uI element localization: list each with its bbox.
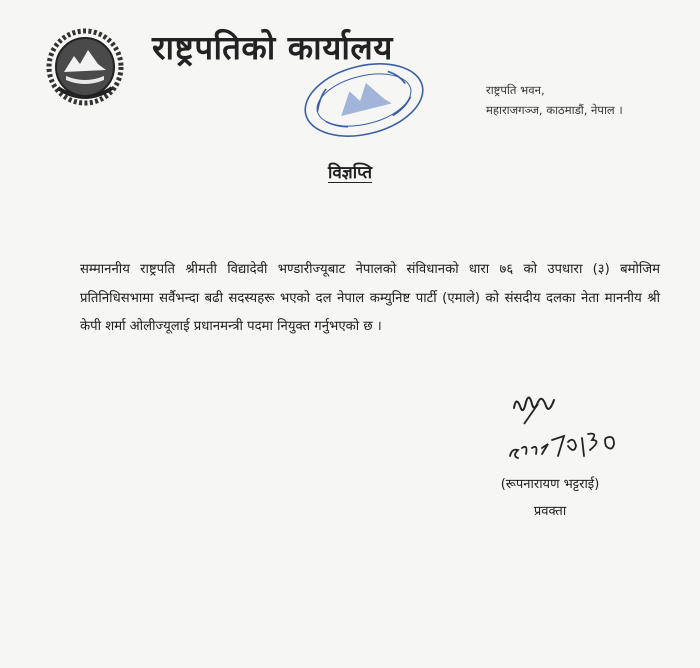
office-title: राष्ट्रपतिको कार्यालय [152,28,393,67]
address-line-2: महाराजगञ्ज, काठमाडौं, नेपाल । [486,103,623,117]
office-address [486,80,623,120]
notice-heading-text: विज्ञप्ति [327,163,373,183]
notice-body: सम्माननीय राष्ट्रपति श्रीमती विद्यादेवी भण्डारीज्यूबाट नेपालको संविधानको धारा ७६ को उपधारा (३) बमोजिम प्रतिनिधिसभामा सर्वैभन्दा बढी सदस्यहरू भएको दल नेपाल कम्युनिष्ट पार्टी (एमाले) को संसदीय दलका नेता माननीय श्री केपी शर्मा ओलीज्यूलाई प्रधानमन्त्री पदमा नियुक्त गर्नुभएको छ । [80,262,660,334]
address-line-1: राष्ट्रपति भवन, [486,83,545,97]
spokesperson-title: प्रवक्ता [533,504,567,519]
spokesperson-name: (रूपनारायण भट्टराई) [500,477,600,492]
handwritten-signature-icon [498,390,628,470]
notice-heading [0,160,700,183]
office-seal-stamp-icon [298,58,430,142]
nepal-emblem-icon [44,26,126,108]
